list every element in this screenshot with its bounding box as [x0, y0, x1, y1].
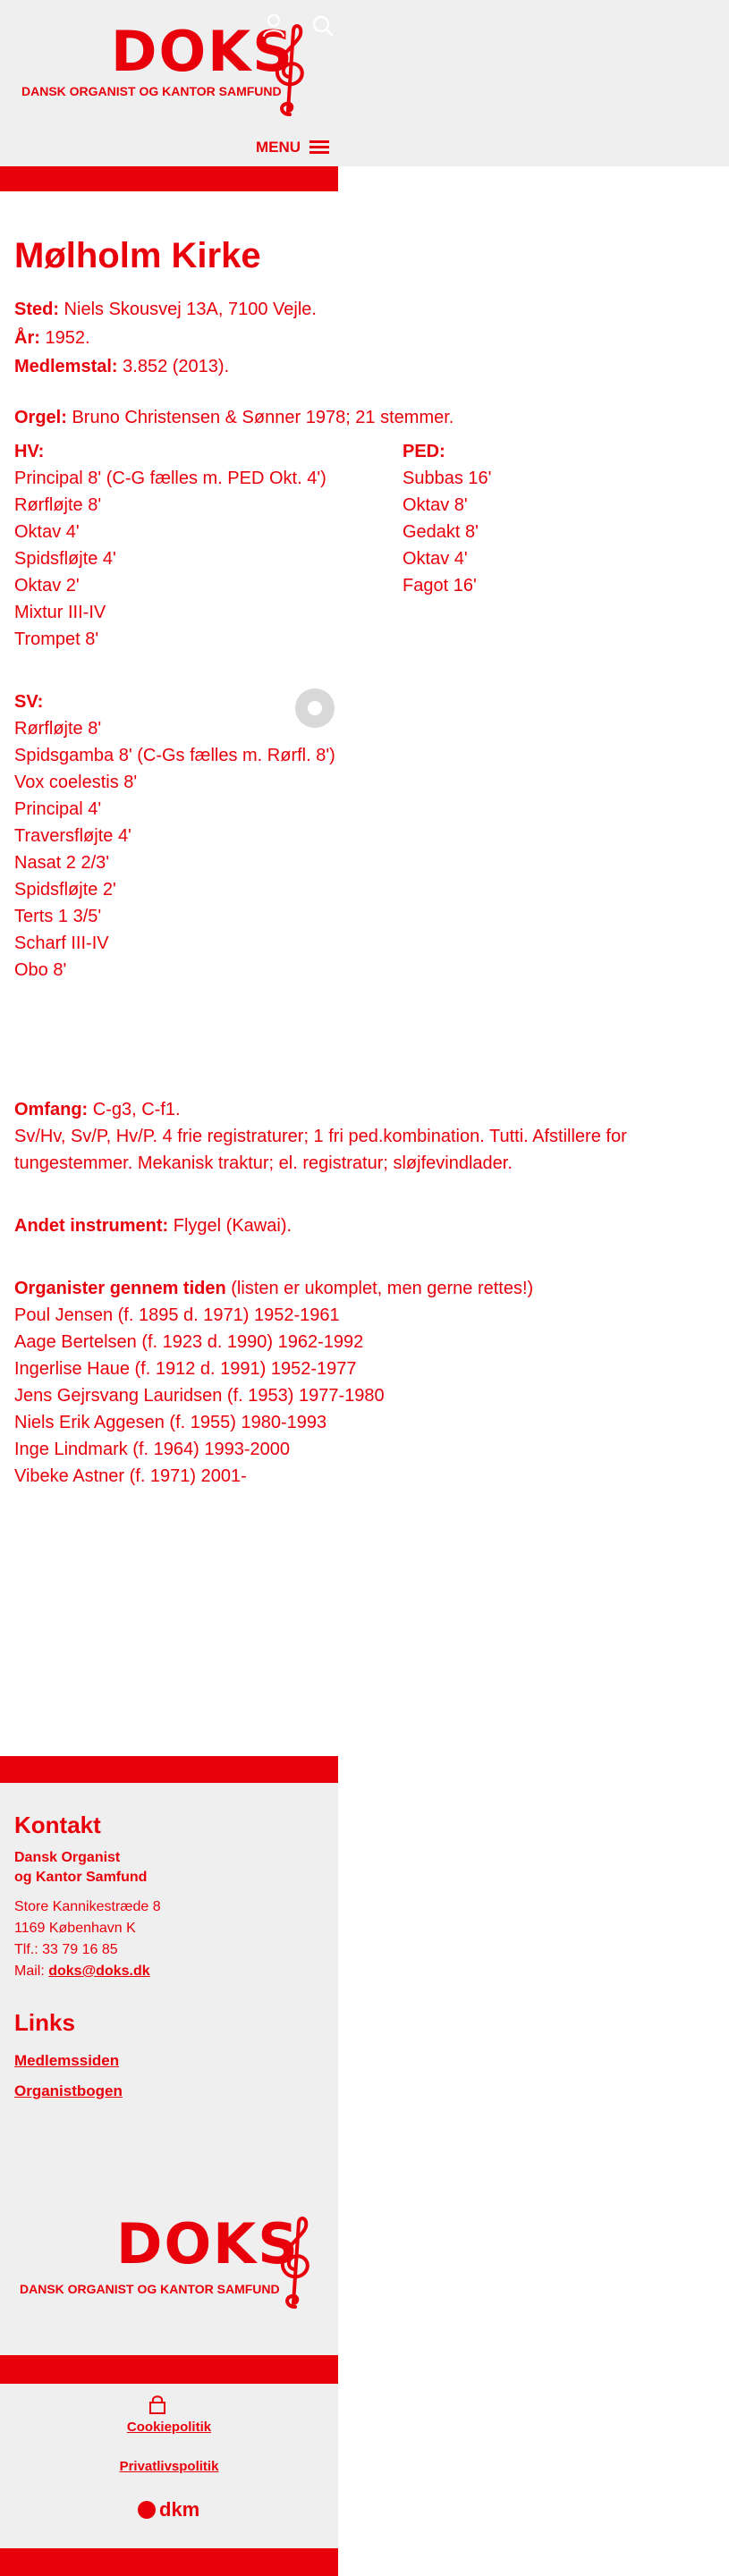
site-header — [0, 0, 729, 166]
contact-mail: Mail: doks@doks.dk — [14, 1964, 150, 1979]
list-item: Niels Erik Aggesen (f. 1955) 1980-1993 — [14, 1413, 327, 1432]
stop: Fagot 16' — [403, 576, 477, 595]
stop: Spidsfløjte 2' — [14, 880, 116, 899]
main-content — [14, 234, 694, 1490]
stop: Principal 8' (C-G fælles m. PED Okt. 4') — [14, 469, 326, 488]
menu-button[interactable] — [256, 136, 329, 159]
contact-heading: Kontakt — [14, 1812, 101, 1838]
stop: Oktav 2' — [14, 576, 80, 595]
division-hv — [14, 438, 326, 653]
range-and-couplers: Omfang: C-g3, C-f1. Sv/Hv, Sv/P, Hv/P. 4 frie registraturer; 1 fri ped.kombination. Tutti. Afstillere for tungestemmer. Mekanisk traktur; el. registratur; sløjfevindlader. — [14, 1096, 694, 1177]
division-name: PED: — [403, 442, 445, 461]
mail-link[interactable]: doks@doks.dk — [48, 1964, 150, 1979]
stop: Principal 4' — [14, 799, 102, 819]
stop: Rørfløjte 8' — [14, 495, 102, 515]
doks-logo[interactable] — [14, 21, 318, 129]
links-heading: Links — [14, 2009, 75, 2036]
info-location: Sted: Niels Skousvej 13A, 7100 Vejle. — [14, 300, 317, 319]
division-name: SV: — [14, 692, 44, 712]
stop: Obo 8' — [14, 960, 67, 980]
logo-wordmark: DOKS — [111, 19, 294, 84]
stop: Subbas 16' — [403, 469, 492, 488]
footer-divider-band — [0, 2355, 338, 2384]
contact-divider-band — [0, 1756, 338, 1783]
list-item: Inge Lindmark (f. 1964) 1993-2000 — [14, 1440, 290, 1459]
menu-label: MENU — [256, 139, 301, 156]
list-item: Aage Bertelsen (f. 1923 d. 1990) 1962-1992 — [14, 1332, 364, 1352]
hamburger-icon — [309, 140, 329, 155]
stop: Terts 1 3/5' — [14, 907, 102, 926]
organ-dispositions — [14, 438, 694, 1091]
stop: Spidsgamba 8' (C-Gs fælles m. Rørfl. 8') — [14, 746, 335, 765]
header-divider-band — [0, 166, 338, 191]
list-item: Ingerlise Haue (f. 1912 d. 1991) 1952-1977 — [14, 1359, 357, 1379]
user-icon[interactable] — [261, 13, 286, 38]
dkm-dot-icon — [138, 2501, 156, 2519]
list-item: Jens Gejrsvang Lauridsen (f. 1953) 1977-1980 — [14, 1386, 385, 1406]
logo-tagline: DANSK ORGANIST OG KANTOR SAMFUND — [21, 84, 282, 98]
contact-address: Store Kannikestræde 8 1169 København K Tlf.: 33 79 16 85 Mail: doks@doks.dk — [14, 1896, 327, 1982]
other-instrument: Andet instrument: Flygel (Kawai). — [14, 1216, 292, 1236]
info-year: År: 1952. — [14, 328, 90, 348]
stop: Spidsfløjte 4' — [14, 549, 116, 569]
stop: Traversfløjte 4' — [14, 826, 131, 846]
list-item: Vibeke Astner (f. 1971) 2001- — [14, 1466, 247, 1486]
stop: Nasat 2 2/3' — [14, 853, 110, 873]
stop: Oktav 4' — [14, 522, 80, 542]
footer-logo[interactable] — [20, 2211, 324, 2321]
stop: Gedakt 8' — [403, 522, 479, 542]
organists-list: Organister gennem tiden (listen er ukomplet, men gerne rettes!) Poul Jensen (f. 1895 d. 1971) 1952-1961 Aage Bertelsen (f. 1923 d. 1990) 1962-1992 Ingerlise Haue (f. 1912 d. 1991) 1952-1977 Jens Gejrsvang Lauridsen (f. 1953) 1977-1980 Niels Erik Aggesen (f. 1955) 1980-1993 Inge Lindmark (f. 1964) 1993-2000 Vibeke Astner (f. 1971) 2001- — [14, 1275, 694, 1490]
list-item: Poul Jensen (f. 1895 d. 1971) 1952-1961 — [14, 1305, 340, 1325]
link-medlemssiden[interactable]: Medlemssiden — [14, 2052, 120, 2069]
stop: Rørfløjte 8' — [14, 719, 102, 739]
division-name: HV: — [14, 442, 45, 461]
treble-clef-icon — [272, 2214, 315, 2312]
page-title: Mølholm Kirke — [14, 236, 261, 275]
search-icon[interactable] — [311, 14, 335, 38]
division-sv — [14, 688, 335, 984]
stop: Trompet 8' — [14, 629, 99, 649]
links-section — [14, 2009, 327, 2107]
info-members: Medlemstal: 3.852 (2013). — [14, 357, 230, 376]
dkm-logo[interactable]: dkm — [138, 2498, 199, 2521]
stop: Vox coelestis 8' — [14, 773, 138, 792]
organ-info: Orgel: Bruno Christensen & Sønner 1978; 21 stemmer. — [14, 408, 454, 427]
site-footer — [0, 2384, 338, 2548]
logo-wordmark: DOKS — [116, 2211, 300, 2276]
bottom-band — [0, 2548, 338, 2576]
logo-tagline: DANSK ORGANIST OG KANTOR SAMFUND — [20, 2282, 280, 2296]
stop: Oktav 8' — [403, 495, 468, 515]
stop: Oktav 4' — [403, 549, 468, 569]
division-ped — [403, 438, 491, 599]
church-info — [14, 295, 694, 381]
stop: Scharf III-IV — [14, 933, 109, 953]
stop: Mixtur III-IV — [14, 603, 106, 622]
org-name: Dansk Organist og Kantor Samfund — [14, 1850, 148, 1885]
scroll-handle[interactable] — [295, 688, 335, 728]
cookie-policy-link[interactable]: Cookiepolitik — [126, 2420, 212, 2435]
link-organistbogen[interactable]: Organistbogen — [14, 2082, 123, 2099]
privacy-policy-link[interactable]: Privatlivspolitik — [119, 2459, 219, 2474]
lock-icon — [148, 2394, 166, 2414]
coupler-text: Sv/Hv, Sv/P, Hv/P. 4 frie registraturer; 1 fri ped.kombination. Tutti. Afstillere for tungestemmer. Mekanisk traktur; el. registratur; sløjfevindlader. — [14, 1127, 627, 1173]
